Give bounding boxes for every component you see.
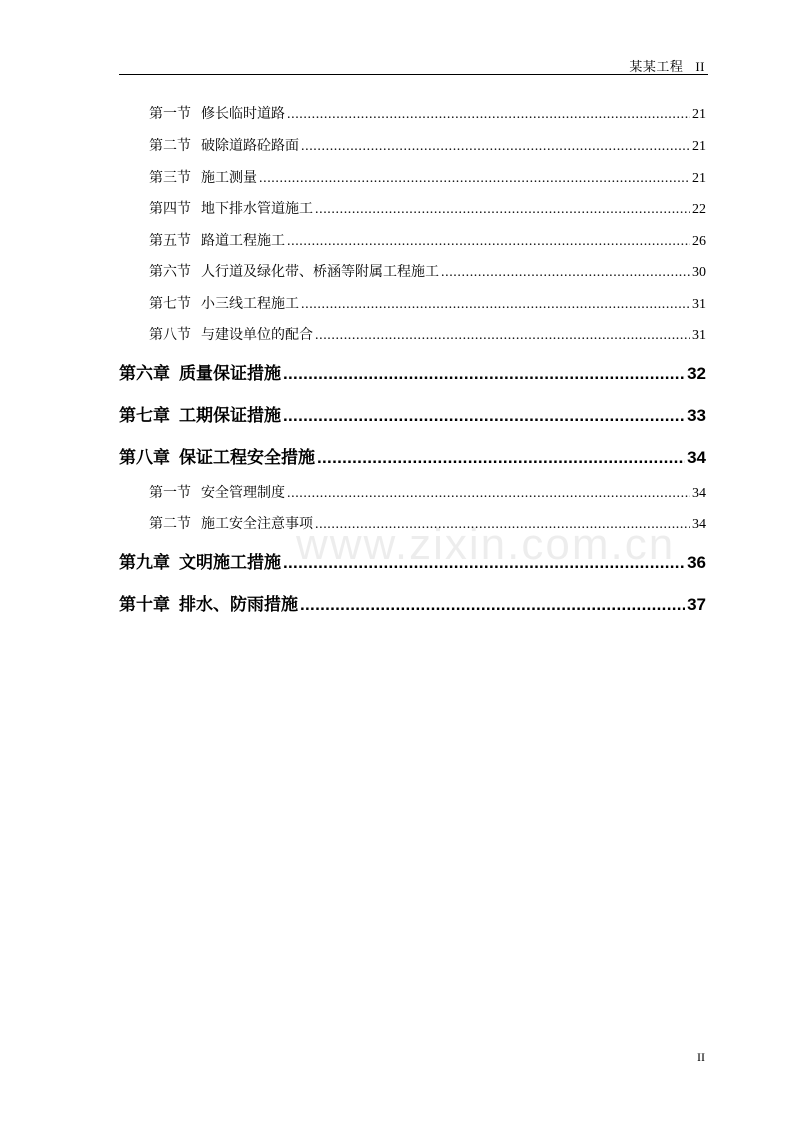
toc-entry[interactable] [149,103,706,123]
toc-leader-dots [287,486,690,502]
toc-entry[interactable] [149,513,706,533]
toc-entry-number: 第二节 [149,138,191,154]
toc-chapter-page: 37 [687,595,706,614]
toc-chapter-number: 第九章 [119,553,170,573]
toc-chapter-page: 32 [687,364,706,383]
toc-entry-page: 34 [692,517,706,532]
toc-entry-page: 31 [692,328,706,343]
toc-entry[interactable] [149,482,706,502]
toc-entry-number: 第一节 [149,106,191,122]
toc-chapter[interactable] [119,590,706,615]
toc-entry-title: 与建设单位的配合 [201,327,313,343]
toc-entry-number: 第一节 [149,485,191,501]
toc-entry-title: 小三线工程施工 [201,296,299,312]
toc-entry[interactable] [149,198,706,218]
toc-entry-title: 修长临时道路 [201,106,285,122]
toc-entry[interactable] [149,324,706,344]
toc-chapter[interactable] [119,359,706,384]
toc-chapter[interactable] [119,443,706,468]
toc-entry-title: 施工安全注意事项 [201,516,313,532]
toc-leader-dots [301,297,690,313]
toc-entry[interactable] [149,167,706,187]
toc-leader-dots [301,139,690,155]
toc-leader-dots [315,517,690,533]
toc-entry-page: 30 [692,265,706,280]
toc-leader-dots [317,448,685,468]
toc-chapter-page: 36 [687,553,706,572]
toc-entry-number: 第五节 [149,233,191,249]
watermark: www.zixin.com.cn [296,520,676,569]
toc-leader-dots [315,328,690,344]
toc-entry-page: 31 [692,297,706,312]
toc-leader-dots [259,171,690,187]
toc-entry-title: 人行道及绿化带、桥涵等附属工程施工 [201,264,439,280]
toc-chapter-title: 保证工程安全措施 [179,448,315,468]
toc-entry-title: 路道工程施工 [201,233,285,249]
toc-leader-dots [283,553,685,573]
toc-leader-dots [287,107,690,123]
toc-entry-title: 施工测量 [201,170,257,186]
toc-leader-dots [300,595,685,615]
toc-chapter-title: 工期保证措施 [179,406,281,426]
toc-entry-page: 26 [692,234,706,249]
toc-entry-number: 第六节 [149,264,191,280]
toc-entry[interactable] [149,230,706,250]
toc-chapter-number: 第十章 [119,595,170,615]
toc-entry-title: 地下排水管道施工 [201,201,313,217]
footer-page-number: II [697,1050,705,1064]
toc-chapter[interactable] [119,401,706,426]
toc-leader-dots [283,406,685,426]
toc-entry-number: 第三节 [149,170,191,186]
toc-chapter-number: 第七章 [119,406,170,426]
toc-entry-page: 21 [692,107,706,122]
toc-chapter-number: 第八章 [119,448,170,468]
toc-chapter-title: 质量保证措施 [179,364,281,384]
toc-entry-number: 第八节 [149,327,191,343]
toc-leader-dots [441,265,690,281]
toc-chapter-title: 排水、防雨措施 [179,595,298,615]
toc-entry[interactable] [149,261,706,281]
toc-entry-page: 21 [692,171,706,186]
toc-leader-dots [315,202,690,218]
toc-entry-page: 34 [692,486,706,501]
toc-entry-title: 安全管理制度 [201,485,285,501]
toc-chapter-page: 34 [687,448,706,467]
toc-entry-page: 22 [692,202,706,217]
toc-entry-title: 破除道路砼路面 [201,138,299,154]
toc-leader-dots [287,234,690,250]
toc-entry[interactable] [149,135,706,155]
toc-chapter-number: 第六章 [119,364,170,384]
toc-entry-number: 第四节 [149,201,191,217]
header-page-number: II [695,59,705,74]
toc-leader-dots [283,364,685,384]
toc-entry-number: 第七节 [149,296,191,312]
toc-chapter-page: 33 [687,406,706,425]
toc-entry[interactable] [149,293,706,313]
toc-chapter[interactable] [119,548,706,573]
toc-entry-page: 21 [692,139,706,154]
toc-entry-number: 第二节 [149,516,191,532]
header-title: 某某工程 [629,60,684,75]
toc-chapter-title: 文明施工措施 [179,553,281,573]
